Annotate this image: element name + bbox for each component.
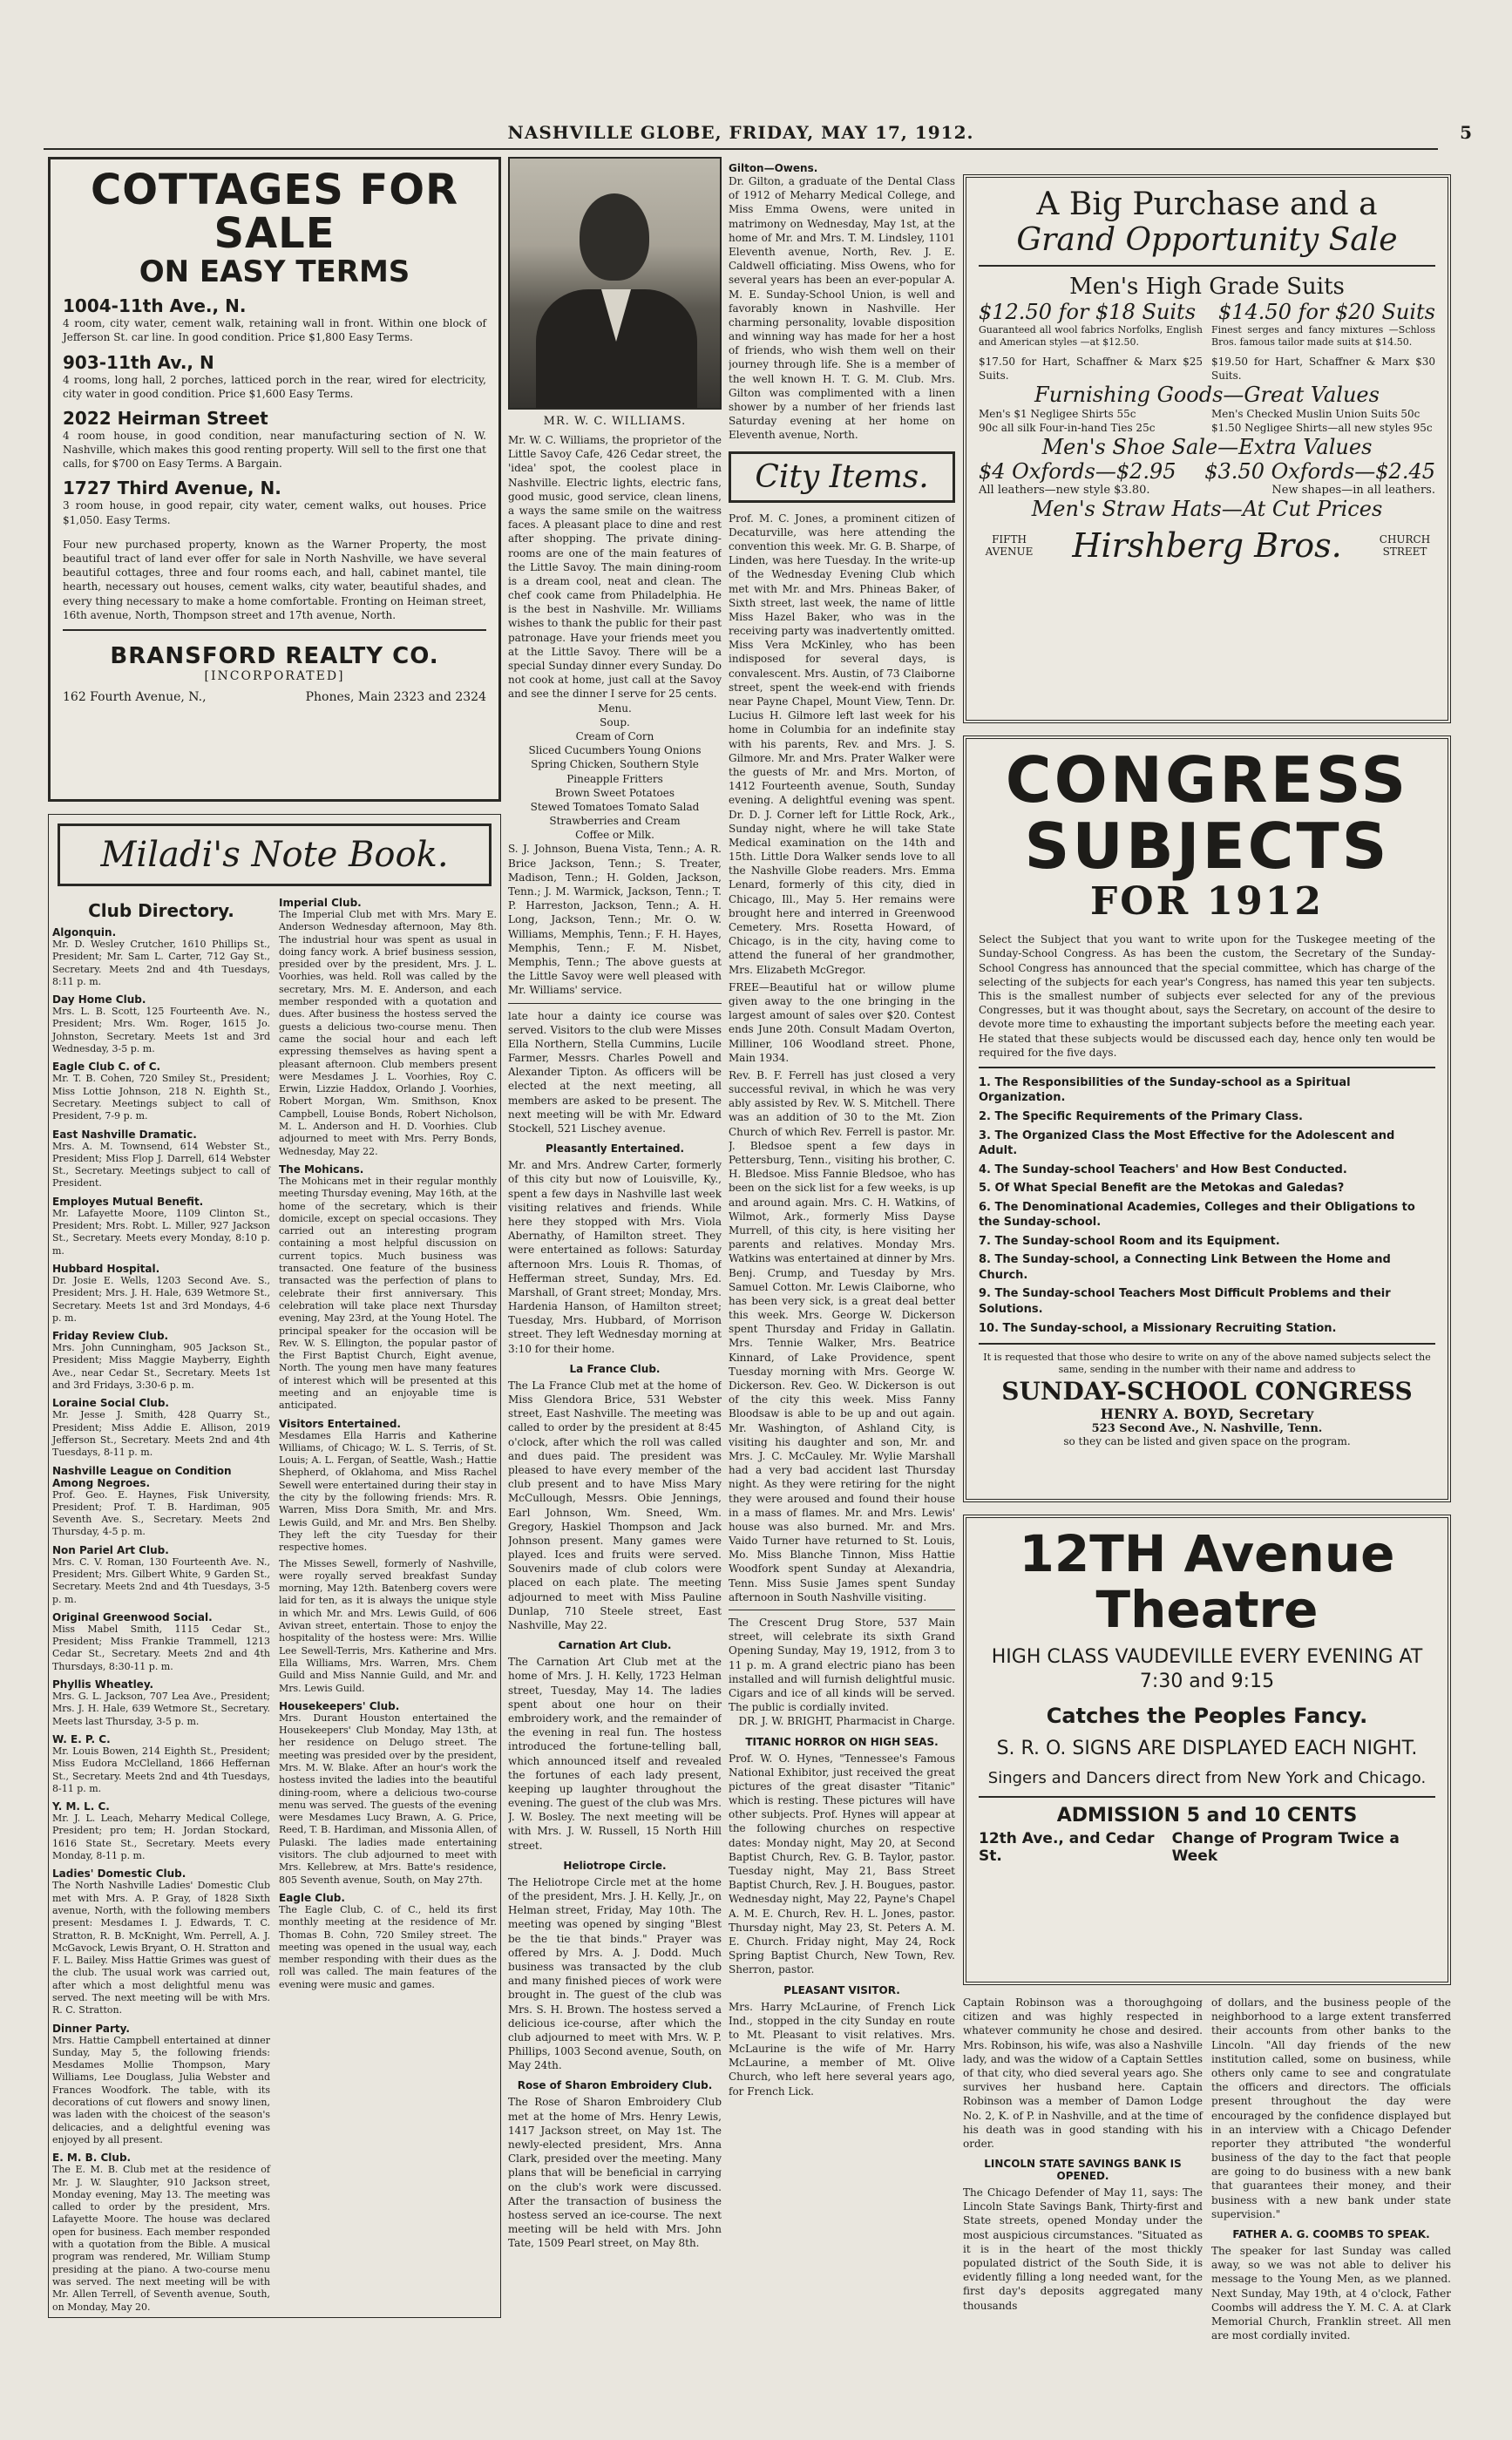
club-name: Non Pariel Art Club. (52, 1543, 169, 1556)
column-3 (729, 157, 955, 2423)
furnishing-item: $1.50 Negligee Shirts—all new styles 95c (1211, 422, 1433, 435)
congress-org: SUNDAY-SCHOOL CONGRESS (1001, 1376, 1413, 1406)
club-text: Dr. Josie E. Wells, 1203 Second Ave. S., President; Mrs. J. H. Hale, 639 Wetmore St., Secretary. Meets 1st and 3rd Mondays, 4-6 p. m. (52, 1274, 270, 1324)
city-items-text: Prof. M. C. Jones, a prominent citizen of Decaturville, was here attending the convention this week. Mr. G. B. Sharpe, of Linden, was here Tuesday. In the write-up of the Wednesday Evening Club which met with Mr. and Mrs. Phineas Baker, of Sixth street, last week, the name of little Miss Hazel Baker, who was in the receiving party was inadvertently omitted. Miss Vera McKinley, who has been indisposed for several days, is convalescent. Mrs. Austin, of 73 Claiborne street, spent the week-end with friends near Payne Chapel, Mount View, Tenn. Dr. Lucius H. Gilmore left last week for his home in Columbia for an indefinite stay with his parents, Rev. and Mrs. J. S. Gilmore. Mr. and Mrs. Prater Walker were the guests of Mr. and Mrs. Morton, of 1412 Fourteenth avenue, South, Sunday evening. A delightful evening was spent. Dr. D. J. Corner left for Little Rock, Ark., Sunday night, where he will take State Medical examination on the 14th and 15th. Little Dora Walker sends love to all the Nashville Globe readers. Mrs. Emma Lenard, formerly of this city, died in Chicago, Ill., May 5. Her remains were brought here and interred in Greenwood Cemetery. Mrs. Rosetta Howard, of Chicago, is in the city, having come to attend the funeral of her grandmother, Mrs. Elizabeth McGregor. (729, 512, 955, 976)
dinner-menu (508, 702, 722, 843)
congress-subject: 9. The Sunday-school Teachers Most Difficult Problems and their Solutions. (979, 1287, 1391, 1316)
menu-line: Soup. (600, 715, 630, 729)
imperial-title: Imperial Club. (279, 897, 362, 909)
robinson-text: Captain Robinson was a thoroughgoing citizen and was highly respected in whatever community he chose and desired. Mrs. Robinson, his wife, was also a Nashville lady, and was the widow of a Captain Settles of that city, who died several years ago. She survives her husband here. Captain Robinson was a member of Damon Lodge No. 2, K. of P. in Nashville, and at the time of his death was in good standing with his order. (963, 1996, 1203, 2150)
club-text: Mrs. G. L. Jackson, 707 Lea Ave., President; Mrs. J. H. Hale, 639 Wetmore St., Secretary. Meets last Thursday, 3-5 p. m. (52, 1691, 270, 1727)
page-number: 5 (1460, 122, 1473, 143)
miladi-left (52, 891, 270, 2314)
furnishing-item: Men's $1 Negligee Shirts 55c (979, 407, 1136, 420)
menu-line: Coffee or Milk. (575, 829, 654, 842)
hirshberg-footer (979, 526, 1435, 565)
visitors-text: Mesdames Ella Harris and Katherine Williams, of Chicago; W. L. S. Terris, of St. Louis; A. L. Fergan, of Seattle, Wash.; Hattie Shepherd, of Oklahoma, and Miss Rachel Sewell were entertained during their stay in the city by the following friends: Mrs. R. Warren, Miss Dora Smith, Mr. and Mrs. Lewis Guild, and Mr. and Mrs. Ben Shelby. They left the city Tuesday for their respective homes. (279, 1429, 497, 1554)
pleasantly-text: Mr. and Mrs. Andrew Carter, formerly of this city but now of Louisville, Ky., spent a few days in Nashville last week visiting relatives and friends. While here they stopped with Mrs. Viola Abernathy, of Hamilton street. They were entertained as follows: Saturday afternoon Mrs. Louis R. Thomas, of Hefferman street, Sunday, Mrs. Ed. Marshall, of Grant street; Monday, Mrs. Hardenia Hanson, of Hamilton street; Tuesday, Mrs. Hubbard, of Morrison street. They left Wednesday morning at 3:10 for their home. (508, 1159, 722, 1355)
property-2-address: 903-11th Av., N (63, 351, 214, 373)
shoe-sale: Men's Shoe Sale—Extra Values (1041, 435, 1373, 460)
rose-sharon-title: Rose of Sharon Embroidery Club. (517, 2079, 713, 2092)
furnishing-item: Men's Checked Muslin Union Suits 50c (1211, 407, 1420, 420)
high-grade-suits: Men's High Grade Suits (1069, 274, 1345, 300)
oxford-desc-2: New shapes—in all leathers. (1271, 484, 1435, 498)
theatre-ad (963, 1515, 1451, 1985)
warner-property-text: Four new purchased property, known as the Warner Property, the most beautiful tract of land ever offer for sale in North Nashville, we have several beautiful cottages, three and four rooms each, and hall, cabinet mantel, tile hearth, necessary out houses, cement walks, city water, beautiful shades, and every thing necessary to make a home comfortable. Fronting on Heiman street, 16th avenue, North, Thompson street and 17th avenue, North. (63, 538, 486, 621)
dinner-party-text: Mrs. Hattie Campbell entertained at dinner Sunday, May 5, the following friends: Mesdames Mollie Thompson, Mary Williams, Lee Douglass, Julia Webster and Frances Woodfork. The table, with its decorations of cut flowers and snowy linen, was laden with the choicest of the season's delicacies, and a delightful evening was enjoyed by all present. (52, 2034, 270, 2145)
club-name: Nashville League on Condition Among Negroes. (52, 1464, 232, 1489)
visitors-title: Visitors Entertained. (279, 1417, 401, 1430)
titanic-title: TITANIC HORROR ON HIGH SEAS. (745, 1735, 939, 1748)
club-name: W. E. P. C. (52, 1732, 111, 1745)
oxford-price-1: $4 Oxfords—$2.95 (979, 459, 1176, 485)
club-text: Mr. Lafayette Moore, 1109 Clinton St., President; Mrs. Robt. L. Miller, 927 Jackson St., Secretary. Meets every Monday, 8:10 p. m. (52, 1207, 270, 1257)
club-text: Mr. Louis Bowen, 214 Eighth St., President; Miss Eudora McClelland, 1866 Heffernan St., Secretary. Meets 2nd and 4th Tuesdays, 8-11 p. m. (52, 1745, 270, 1794)
hirshberg-line-1: A Big Purchase and a (1036, 186, 1378, 222)
housekeepers-title: Housekeepers' Club. (279, 1699, 400, 1712)
la-france-title: La France Club. (569, 1362, 661, 1375)
club-text: Mr. D. Wesley Crutcher, 1610 Phillips St., President; Mr. Sam L. Carter, 712 Gay St., Secretary. Meets 2nd and 4th Tuesdays, 8:11 p. m. (52, 939, 270, 987)
masthead-text: NASHVILLE GLOBE, FRIDAY, MAY 17, 1912. (507, 122, 974, 143)
imperial-text: The Imperial Club met with Mrs. Mary E. Anderson Wednesday afternoon, May 8th. The industrial hour was spent as usual in doing fancy work. A brief business session, presided over by the president, Mrs. J. L. Voorhies, was held. Roll was called by the secretary, Mrs. M. E. Anderson, and each member responded with a quotation and dues. After business the hostess served the guests a delicious two-course menu. Then came the social hour and each left expressing themselves as having spent a pleasant afternoon. Club members present were Mesdames J. L. Voorhies, Roy C. Erwin, Lizzie Haddox, Orlando J. Voorhies, Robert Morgan, Wm. Smithson, Knox Campbell, Louise Bonds, Robert Nicholson, M. L. Anderson and H. D. Voorhies. Club adjourned to meet with Mrs. Perry Bonds, Wednesday, May 22. (279, 909, 497, 1157)
club-text: Mrs. A. M. Townsend, 614 Webster St., President; Miss Flop J. Darrell, 614 Webster St., Secretary. Meetings subject to call of President. (52, 1140, 270, 1190)
suit-desc-1: Guaranteed all wool fabrics Norfolks, English and American styles —at $12.50. (979, 324, 1203, 349)
menu-line: Brown Sweet Potatoes (554, 786, 675, 799)
suit-desc-2: Finest serges and fancy mixtures —Schloss Bros. famous tailor made suits at $14.50. (1211, 324, 1435, 349)
williams-portrait (508, 157, 722, 410)
portrait-caption: MR. W. C. WILLIAMS. (543, 415, 687, 428)
city-items-title: City Items. (755, 458, 929, 495)
eagle-club-title: Eagle Club. (279, 1891, 345, 1904)
lincoln-text: The Chicago Defender of May 11, says: The Lincoln State Savings Bank, Thirty-first and State streets, opened Monday under the most auspicious circumstances. "Situated as it is in the heart of the most thickly populated district of the South Side, it is evidently filling a long needed want, for the first day's deposits aggregated many thousands (963, 2186, 1203, 2312)
club-name: East Nashville Dramatic. (52, 1128, 197, 1141)
congress-request: It is requested that those who desire to write on any of the above named subjects select the same, sending in the number with their name and address to (983, 1352, 1431, 1376)
congress-intro: Select the Subject that you want to write upon for the Tuskegee meeting of the Sunday-School Congress. As has been the custom, the Secretary of the Sunday-School Congress has announced that the special committee, which has charge of the selecting of the subjects for each year's Congress, has named this year ten subjects. This is the smallest number of subjects ever selected for any of the previous Congresses, but it was thought about, says the Secretary, on account of the desire to devote more time to exhausting the important subjects before the meeting each year. He stated that these subjects would be discussed each day, hence only ten would be required for the five days. (979, 933, 1435, 1059)
emb-club-text: The E. M. B. Club met at the residence of Mr. J. W. Slaughter, 910 Jackson street, Monday evening, May 13. The meeting was called to order by the president, Mrs. Lafayette Moore. The house was declared open for business. Each member responded with a quotation from the Bible. A musical program was rendered, Mr. William Stump presiding at the piano. A two-course menu was served. The next meeting will be with Mr. Allen Terrell, of Seventh avenue, South, on Monday, May 20. (52, 2164, 270, 2313)
oxford-desc-1: All leathers—new style $3.80. (979, 484, 1150, 498)
la-france-text: The La France Club met at the home of Miss Glendora Brice, 531 Webster street, East Nashville. The meeting was called to order by the president at 8:45 o'clock, after which the roll was called and dues paid. The president was pleased to have every member of the club present and to have Miss Mary McCullough, Messrs. Obie Jennings, Earl Johnson, Wm. Sneed, Wm. Gregory, Haskiel Thompson and Jack Johnson present. Many games were played. Ices and fruits were served. Souvenirs made of club colors were placed on each plate. The meeting adjourned to meet with Miss Pauline Dunlap, 710 Steele street, East Nashville, May 22. (508, 1379, 722, 1631)
hirshberg-line-2: Grand Opportunity Sale (1016, 222, 1398, 258)
club-text: Mr. T. B. Cohen, 720 Smiley St., President; Miss Lottie Johnson, 218 N. Eighth St., Secretary. Meetings subject to call of President, 7-9 p. m. (52, 1073, 270, 1122)
club-name: Employes Mutual Benefit. (52, 1195, 204, 1208)
property-2-desc: 4 rooms, long hall, 2 porches, latticed porch in the rear, wired for electricity, city water in good condition. Price $1,600 Easy Terms. (63, 373, 486, 400)
hsm-suit-2: $19.50 for Hart, Schaffner & Marx $30 Suits. (1211, 355, 1435, 382)
congress-subject: 7. The Sunday-school Room and its Equipment. (979, 1234, 1280, 1248)
club-continued-text: late hour a dainty ice course was served. Visitors to the club were Misses Ella Northern, Stella Cummins, Lucile Farmer, Messrs. Charles Powell and Alexander Tipton. As officers will be elected at the next meeting, all members are asked to be present. The next meeting will be with Mr. Edward Stockell, 521 Lischey avenue. (508, 1009, 722, 1135)
savoy-guests: S. J. Johnson, Buena Vista, Tenn.; A. R. Brice Jackson, Tenn.; S. Treater, Madison, Tenn.; H. Golden, Jackson, Tenn.; J. M. Warmick, Jackson, Tenn.; T. P. Harreston, Jackson, Tenn.; A. H. Long, Jackson, Tenn.; Mr. O. W. Williams, Memphis, Tenn.; F. H. Hayes, Memphis, Tenn.; F. M. Nisbet, Memphis, Tenn.; The above guests at the Little Savoy were well pleased with Mr. Williams' service. (508, 843, 722, 997)
coombs-title: FATHER A. G. COOMBS TO SPEAK. (1232, 2228, 1430, 2240)
emb-club-title: E. M. B. Club. (52, 2152, 132, 2165)
divider (63, 629, 486, 631)
column-1 (48, 157, 501, 2318)
drug-store-notice: The Crescent Drug Store, 537 Main street, will celebrate its sixth Grand Opening Sunday, May 19, 1912, from 3 to 11 p. m. A grand electric piano has been installed and will furnish delightful music. Cigars and ice of all kinds will be served. The public is cordially invited. (729, 1616, 955, 1714)
congress-subject: 1. The Responsibilities of the Sunday-school as a Spiritual Organization. (979, 1075, 1351, 1105)
theatre-title: 12TH Avenue Theatre (1019, 1524, 1395, 1639)
eagle-club-text: The Eagle Club, C. of C., held its first monthly meeting at the residence of Mr. Thomas B. Cohn, 720 Smiley street. The meeting was opened in the usual way, each member responding with their dues as the roll was called. The main features of the evening were music and games. (279, 1903, 497, 1990)
club-text: Mrs. C. V. Roman, 130 Fourteenth Ave. N., President; Mrs. Gilbert White, 9 Garden St., Secretary. Meets 2nd and 4th Tuesdays, 3-5 p. m. (52, 1556, 270, 1605)
club-name: Eagle Club C. of C. (52, 1061, 161, 1074)
theatre-program: Change of Program Twice a Week (1171, 1829, 1400, 1865)
suit-prices (979, 300, 1435, 324)
club-name: Phyllis Wheatley. (52, 1678, 154, 1691)
lincoln-title: LINCOLN STATE SAVINGS BANK IS OPENED. (984, 2158, 1182, 2183)
theatre-performers: Singers and Dancers direct from New York and Chicago. (987, 1769, 1427, 1788)
city-items-heading (729, 451, 955, 503)
hsm-suit-1: $17.50 for Hart, Schaffner & Marx $25 Suits. (979, 355, 1203, 382)
club-name: Hubbard Hospital. (52, 1262, 160, 1275)
oxford-price-2: $3.50 Oxfords—$2.45 (1204, 459, 1435, 485)
cottages-title: COTTAGES FOR SALE (90, 166, 459, 259)
church-street: CHURCH STREET (1379, 533, 1431, 559)
ladies-club-title: Ladies' Domestic Club. (52, 1867, 186, 1881)
property-3-desc: 4 room house, in good condition, near manufacturing section of N. W. Nashville, which makes this good renting property. Will sell to the first one that calls, for $700 on Easy Terms. A Bargain. (63, 429, 486, 471)
city-items-more: Rev. B. F. Ferrell has just closed a very successful revival, in which he was very ably assisted by Rev. W. S. Mitchell. There was an addition of 30 to the Mt. Zion Church of which Rev. Ferrell is pastor. Mr. J. Bledsoe spent a few days in Pettersburg, Tenn., visiting his brother, C. H. Bledsoe. Miss Fannie Bledsoe, who has been on the sick list for a few weeks, is up and around again. Mrs. C. H. Watkins, of Wilmot, Ark., formerly Miss Dayse Murrell, of this city, is here visiting her parents and relatives. Monday Mrs. Watkins was entertained at dinner by Mrs. Benj. Crump, and Tuesday by Mrs. Samuel Cotton. Mr. Lewis Claiborne, who has been very sick, is a great deal better this week. Mrs. George W. Dickerson spent Thursday and Friday in Gallatin. Mrs. Tennie Walker, Mrs. Beatrice Kinnard, of Lake Providence, spent Tuesday morning with Mrs. George W. Dickerson. Rev. Geo. W. Dickerson is out of the city this week. Miss Fanny Bloodsaw is able to be up and out again. Mr. Washington, of Ashland City, is visiting his daughter and son, Mr. and Mrs. J. C. McCauley. Mr. Wylie Marshall had a very bad accident last Thursday night. As they were retiring for the night they were aroused and found their house in a mass of flames. Mr. and Mrs. Lewis' house was also burned. Mr. and Mrs. Vaido Turner have returned to St. Louis, Mo. Miss Blanche Tinnon, Miss Hattie Woodfork spent Sunday at Alexandria, Tenn. Miss Susie James spent Sunday afternoon in South Nashville visiting. (729, 1068, 955, 1603)
pleasantly-title: Pleasantly Entertained. (545, 1142, 685, 1156)
realty-phones: Phones, Main 2323 and 2324 (305, 689, 486, 704)
ladies-club-text: The North Nashville Ladies' Domestic Club met with Mrs. A. P. Gray, of 1828 Sixth avenue, North, with the following members present: Mesdames I. J. Edwards, T. C. Stratton, R. B. McKnight, Wm. Perrell, A. J. McGavock, Lewis Bryant, O. H. Stratton and F. L. Bailey. Miss Hattie Grimes was guest of the club. The usual work was carried out, after which a most delightful menu was served. The next meeting will be with Mrs. R. C. Stratton. (52, 1880, 270, 2016)
property-4-desc: 3 room house, in good repair, city water, cement walks, out houses. Price $1,050. Easy Terms. (63, 499, 486, 526)
club-text: Mr. Jesse J. Smith, 428 Quarry St., President; Miss Addie E. Allison, 2019 Jefferson St., Secretary. Meets 2nd and 4th Tuesdays, 8-11 p. m. (52, 1409, 270, 1459)
congress-subject: 6. The Denominational Academies, Colleges and their Obligations to the Sunday-school. (979, 1200, 1415, 1230)
carnation-title: Carnation Art Club. (558, 1639, 672, 1652)
club-text: Miss Mabel Smith, 1115 Cedar St., President; Miss Frankie Trammell, 1213 Cedar St., Secretary. Meets 2nd and 4th Thursdays, 8:30-11 p. m. (52, 1623, 270, 1672)
furnishing-goods: Furnishing Goods—Great Values (1034, 382, 1380, 407)
titanic-text: Prof. W. O. Hynes, "Tennessee's Famous National Exhibitor, just received the great pictures of the great disaster "Titanic" which is resting. These pictures will have other subjects. Prof. Hynes will appear at the following churches on respective dates: Monday night, May 20, at Second Baptist Church, Rev. G. B. Taylor, pastor. Tuesday night, May 21, Bass Street Baptist Church, Rev. J. H. Bougues, pastor. Wednesday night, May 22, Payne's Chapel A. M. E. Church, Rev. H. L. Jones, pastor. Thursday night, May 23, St. Peters A. M. E. Church. Friday night, May 24, Rock Spring Baptist Church, New Town, Rev. Sherron, pastor. (729, 1752, 955, 1976)
rose-sharon-text: The Rose of Sharon Embroidery Club met at the home of Mrs. Henry Lewis, 1417 Jackson street, on May 1st. The newly-elected president, Mrs. Anna Clark, presided over the meeting. Many plans that will be beneficial in carrying on the club's work were discussed. After the transaction of business the hostess served an ice-course. The next meeting will be held with Mrs. John Tate, 1509 Pearl street, on May 8th. (508, 2096, 722, 2250)
furnishing-items (979, 407, 1435, 435)
column-4 (963, 157, 1451, 2423)
fifth-avenue: FIFTH AVENUE (985, 533, 1034, 559)
congress-subject: 10. The Sunday-school, a Missionary Recruiting Station. (979, 1321, 1337, 1335)
oxford-prices (979, 459, 1435, 484)
mohicans-title: The Mohicans. (279, 1162, 364, 1176)
club-name: Friday Review Club. (52, 1330, 169, 1343)
congress-secretary: HENRY A. BOYD, Secretary (1100, 1405, 1314, 1422)
menu-line: Sliced Cucumbers Young Onions (528, 744, 702, 757)
hirshberg-ad (963, 174, 1451, 723)
gilton-text: Dr. Gilton, a graduate of the Dental Class of 1912 of Meharry Medical College, and Miss Emma Owens, were united in matrimony on Wednesday, May 1st, at the home of Mr. and Mrs. T. M. Lindsley, 1101 Eleventh avenue, North, Rev. J. E. Caldwell officiating. Miss Owens, who for several years has been an ever-popular A. M. E. Sunday-School Union, is well and favorably known in Nashville. Her charming personality, lovable disposition and winning way has made for her a host of friends, who wish them well on their journey through life. She is a member of the well known H. T. G. M. Club. Mrs. Gilton was complimented with a linen shower by a number of her friends last Saturday evening at her home on Eleventh avenue, North. (729, 175, 955, 442)
carnation-text: The Carnation Art Club met at the home of Mrs. J. H. Kelly, 1723 Helman street, Tuesday, May 14. The ladies spent about one hour on their embroidery work, and the remainder of the evening in real fun. The hostess introduced the fortune-telling ball, which announced itself and revealed the fortunes of each lady present, keeping up laughter throughout the evening. The guest of the club was Mrs. J. W. Bosley. The next meeting will be with Mrs. J. W. Russell, 15 North Hill street. (508, 1656, 722, 1852)
williams-text: Mr. W. C. Williams, the proprietor of the Little Savoy Cafe, 426 Cedar street, the 'idea' spot, the coolest place in Nashville. Electric lights, electric fans, good music, good service, clean linens, a ways the same smile on the waitress faces. A pleasant place to dine and rest after shopping. The private dining-rooms are one of the main features of the Little Savoy. The main dining-room is a dream cool, neat and clean. The chef cook came from Philadelphia. He is the best in Nashville. Mr. Williams wishes to thank the public for their past patronage. Have your friends meet you at the Little Savoy. There will be a special Sunday dinner every Sunday. Do not cook at home, just call at the Savoy and see the dinner I serve for 25 cents. (508, 434, 722, 701)
drug-store-signature: DR. J. W. BRIGHT, Pharmacist in Charge. (738, 1715, 955, 1728)
congress-subject: 5. Of What Special Benefit are the Metokas and Galedas? (979, 1182, 1345, 1196)
congress-subject: 3. The Organized Class the Most Effective for the Adolescent and Adult. (979, 1128, 1395, 1158)
property-1-address: 1004-11th Ave., N. (63, 295, 247, 317)
bank-text: of dollars, and the business people of the neighborhood to a large extent transferred their accounts from other banks to the Lincoln. "All day friends of the new institution called, some on business, while others only came to see and congratulate the officers and directors. The officials present throughout the day were encouraged by the confidence displayed but in an interview with a Chicago Defender reporter they attributed "the wonderful business of the day to the fact that people are going to do business with a new bank that guarantees their money, and their business with a new bank under state supervision." (1211, 1996, 1451, 2220)
theatre-location: 12th Ave., and Cedar St. (979, 1829, 1155, 1865)
dinner-party-title: Dinner Party. (52, 2022, 130, 2035)
hirshberg-name: Hirshberg Bros. (1072, 526, 1342, 566)
club-text: Mrs. L. B. Scott, 125 Fourteenth Ave. N., President; Mrs. Wm. Roger, 1615 Jo. Johnston, Secretary. Meets 1st and 3rd Wednesday, 3-5 p. m. (52, 1006, 270, 1055)
menu-line: Stewed Tomatoes Tomato Salad (530, 800, 700, 813)
club-text: Prof. Geo. E. Haynes, Fisk University, President; Prof. T. B. Hardiman, 905 Seventh Ave. S., Secretary. Meets 2nd Thursday, 4-5 p. m. (52, 1488, 270, 1538)
cottages-subtitle: ON EASY TERMS (139, 254, 410, 289)
congress-subject: 8. The Sunday-school, a Connecting Link Between the Home and Church. (979, 1253, 1391, 1282)
realty-company: BRANSFORD REALTY CO. (110, 642, 439, 669)
property-1-desc: 4 room, city water, cement walk, retaining wall in front. Within one block of Jefferson St. car line. In good condition. Price $1,800 Easy Terms. (63, 317, 486, 344)
club-name: Original Greenwood Social. (52, 1610, 213, 1623)
realty-incorporated: [INCORPORATED] (204, 668, 345, 683)
theatre-fancy: Catches the Peoples Fancy. (1046, 1703, 1368, 1728)
heliotrope-text: The Heliotrope Circle met at the home of the president, Mrs. J. H. Kelly, Jr., on Helman street, Friday, May 10th. The meeting was opened by singing "Blest be the tie that binds." Prayer was offered by Mrs. A. J. Dodd. Much business was transacted by the club and many finished pieces of work were brought in. The guest of the club was Mrs. S. H. Brown. The hostess served a delicious ice-course, after which the club adjourned to meet with Mrs. W. P. Phillips, 1003 Second avenue, South, on May 24th. (508, 1875, 722, 2072)
menu-line: Spring Chicken, Southern Style (531, 758, 699, 771)
property-4-address: 1727 Third Avenue, N. (63, 478, 281, 499)
coombs-text: The speaker for last Sunday was called away, so we was not able to deliver his message to the Young Men, as we planned. Next Sunday, May 19th, at 4 o'clock, Father Coombs will address the Y. M. C. A. at Clark Memorial Church, Franklin street. All men are most cordially invited. (1211, 2245, 1451, 2342)
congress-subject: 2. The Specific Requirements of the Primary Class. (979, 1109, 1303, 1123)
divider (508, 1003, 722, 1004)
housekeepers-text: Mrs. Durant Houston entertained the Housekeepers' Club Monday, May 13th, at her residence on Delugo street. The meeting was presided over by the president, Mrs. M. W. Blake. After an hour's work the hostess invited the ladies into the beautiful dining-room, where a delicious two-course menu was served. The guests of the evening were Mesdames Lucy Brawn, A. G. Price, Reed, T. B. Hardiman, and Missonia Allen, of Pulaski. The ladies made entertaining visitors. The club adjourned to meet with Mrs. Kellebrew, at Mrs. Batte's residence, 805 Seventh avenue, South, on May 27th. (279, 1711, 497, 1886)
straw-hats: Men's Straw Hats—At Cut Prices (1031, 497, 1383, 522)
club-text: Mr. J. L. Leach, Meharry Medical College, President; pro tem; H. Jordan Stockard, 1616 State St., Secretary. Meets every Monday, 8-11 p. m. (52, 1813, 270, 1862)
theatre-footer (979, 1830, 1435, 1865)
miladi-title: Miladi's Note Book. (58, 824, 492, 886)
furnishing-item: 90c all silk Four-in-hand Ties 25c (979, 422, 1156, 435)
mohicans-text: The Mohicans met in their regular monthly meeting Thursday evening, May 16th, at the home of the secretary, which is their domicile, except on special occasions. They carried out an interesting program containing a most helpful discussion on current topics. Much business was transacted. One feature of the business transacted was the perfection of plans to celebrate their first anniversary. This celebration will take place next Thursday evening, May 23rd, at the Young Hotel. The principal speaker for the occasion will be Rev. W. S. Ellington, the popular pastor of the First Baptist Church, Eight avenue, North. The young men have many features of interest which will be presented at this meeting and an enjoyable time is anticipated. (279, 1175, 497, 1412)
club-name: Day Home Club. (52, 993, 146, 1006)
theatre-vaudeville: HIGH CLASS VAUDEVILLE EVERY EVENING AT 7:30 and 9:15 (991, 1645, 1423, 1693)
realty-contact (63, 690, 486, 704)
cottages-ad (48, 157, 501, 802)
club-directory-title: Club Directory. (88, 900, 234, 921)
club-name: Y. M. L. C. (52, 1800, 110, 1813)
congress-ad (963, 735, 1451, 1502)
congress-subject: 4. The Sunday-school Teachers' and How Best Conducted. (979, 1162, 1347, 1176)
congress-title-2: SUBJECTS (1024, 809, 1390, 883)
congress-year: FOR 1912 (1090, 879, 1324, 925)
gilton-title: Gilton—Owens. (729, 162, 818, 174)
suit-descriptions (979, 324, 1435, 349)
suit-price-2: $14.50 for $20 Suits (1217, 300, 1435, 324)
suit-price-1: $12.50 for $18 Suits (979, 300, 1197, 324)
theatre-admission: ADMISSION 5 and 10 CENTS (1056, 1804, 1358, 1827)
heliotrope-title: Heliotrope Circle. (563, 1859, 667, 1872)
oxford-descriptions (979, 484, 1435, 497)
club-name: Loraine Social Club. (52, 1397, 169, 1410)
sewell-text: The Misses Sewell, formerly of Nashville, were royally served breakfast Sunday morning, May 12th. Batenberg covers were laid for ten, as it is always the unique style in which Mr. and Mrs. Lewis Guild, of 606 Avivan street, entertain. Those to enjoy the hospitality of the hostess were: Mrs. Willie Lee Sewell-Terris, Mrs. Katherine and Mrs. Ella Williams, Mrs. Warren, Mrs. Chem Guild and Miss Nannie Guild, and Mr. and Mrs. Lewis Guild. (279, 1557, 497, 1694)
menu-line: Pineapple Fritters (566, 772, 663, 785)
column-2 (508, 157, 722, 2423)
congress-address: 523 Second Ave., N. Nashville, Tenn. (1091, 1421, 1323, 1435)
menu-line: Strawberries and Cream (549, 815, 681, 828)
masthead (44, 122, 1473, 150)
bottom-news (963, 1996, 1451, 2342)
property-3-address: 2022 Heirman Street (63, 407, 268, 429)
club-text: Mrs. John Cunningham, 905 Jackson St., President; Miss Maggie Mayberry, Eighth Ave., near Cedar St., Secretary. Meets 1st and 3rd Fridays, 3:30-6 p. m. (52, 1342, 270, 1392)
hsm-suits (979, 355, 1435, 383)
menu-line: Cream of Corn (575, 729, 654, 742)
miladi-section (48, 814, 501, 2318)
free-hat-notice: FREE—Beautiful hat or willow plume given away to the one bringing in the largest amount of sales over $20. Contest ends June 20th. Consult Madam Overton, Milliner, 106 Woodland street. Phone, Main 1934. (729, 980, 955, 1064)
miladi-right (279, 891, 497, 2314)
theatre-sro: S. R. O. SIGNS ARE DISPLAYED EACH NIGHT. (996, 1737, 1418, 1759)
menu-line: Menu. (598, 702, 632, 715)
miladi-columns (52, 891, 497, 2314)
congress-closing: so they can be listed and given space on the program. (1063, 1434, 1351, 1447)
realty-address: 162 Fourth Avenue, N., (63, 689, 207, 704)
visitor-text: Mrs. Harry McLaurine, of French Lick Ind., stopped in the city Sunday en route to Mt. Pleasant to visit relatives. Mrs. McLaurine is the wife of Mr. Harry McLaurine, a member of Mt. Olive Church, who left here several years ago, for French Lick. (729, 2000, 955, 2098)
congress-title-1: CONGRESS (1005, 743, 1409, 817)
club-name: Algonquin. (52, 926, 117, 939)
visitor-title: PLEASANT VISITOR. (783, 1983, 900, 1996)
